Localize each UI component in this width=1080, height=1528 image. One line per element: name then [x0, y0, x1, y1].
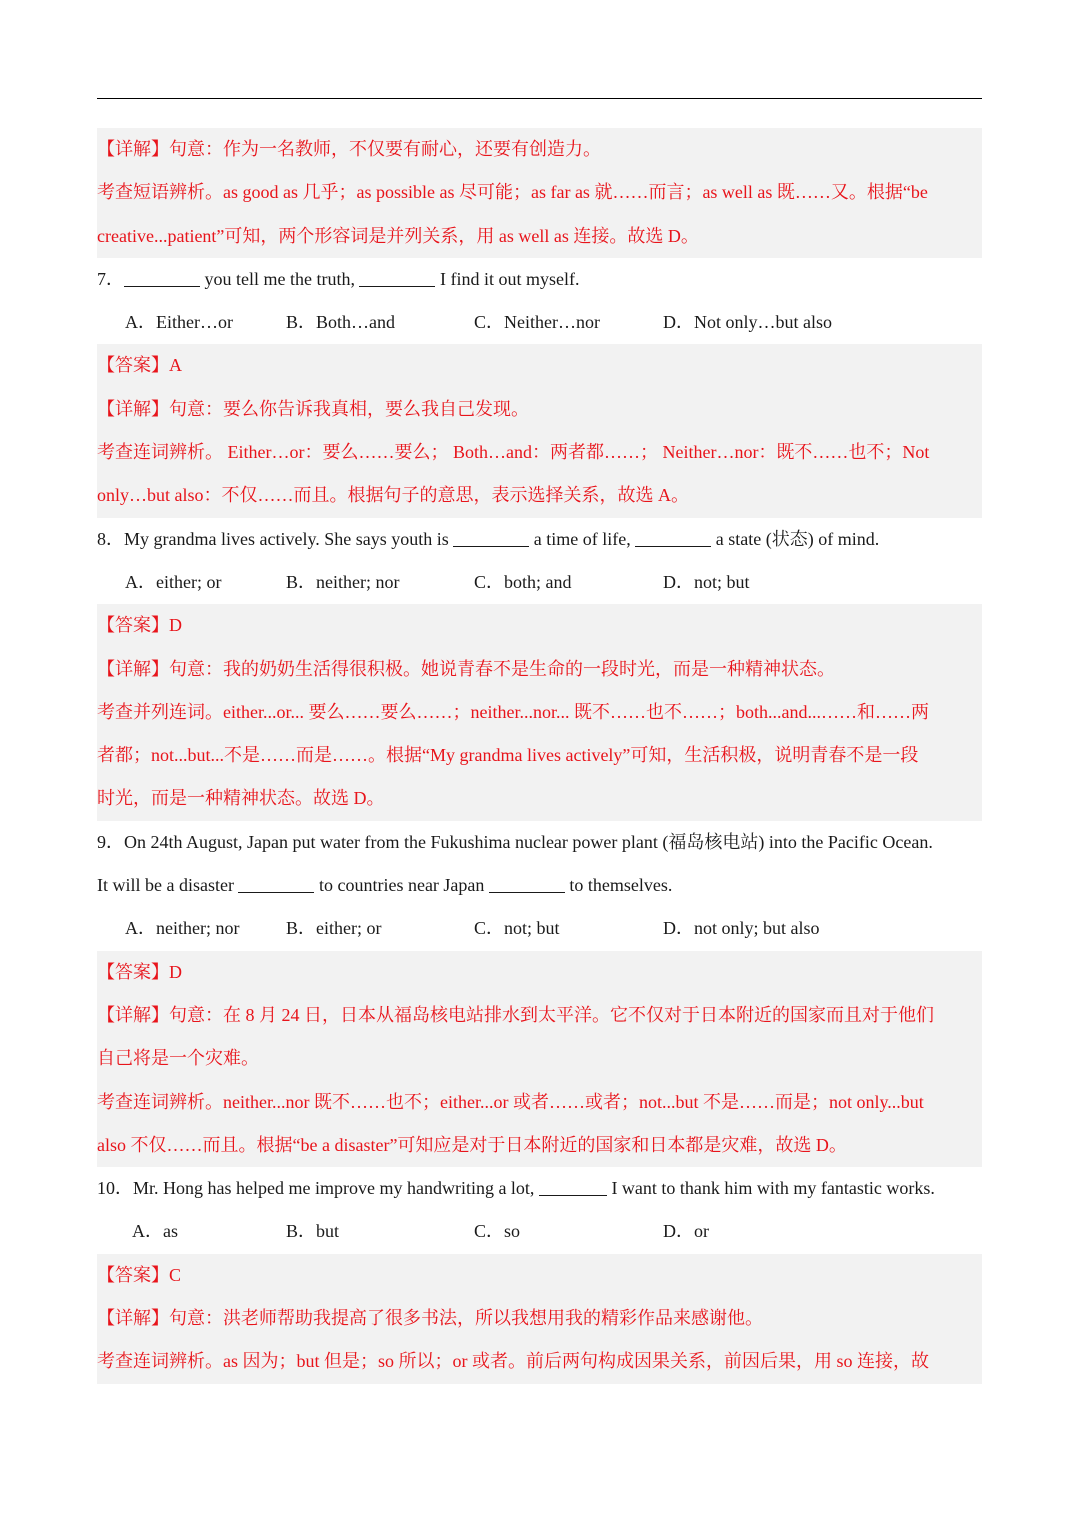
answer-blank	[238, 874, 314, 893]
stem-text: I want to thank him with my fantastic works.	[606, 1178, 935, 1199]
document-body	[97, 128, 982, 1384]
option-b: B．but	[286, 1221, 340, 1242]
question-8	[97, 518, 982, 605]
question-stem	[97, 518, 982, 561]
option-a: A．either; or	[125, 571, 222, 592]
option-c: C．Neither…nor	[474, 312, 600, 333]
explanation-line: 【详解】句意：要么你告诉我真相，要么我自己发现。	[97, 398, 529, 419]
explanation-line: 考查短语辨析。as good as 几乎；as possible as 尽可能；as far as 就……而言；as well as 既……又。根据“be	[97, 182, 928, 203]
answer-blank	[539, 1177, 607, 1196]
explanation-line: creative...patient”可知，两个形容词是并列关系，用 as well as 连接。故选 D。	[97, 225, 699, 246]
header-rule	[97, 98, 982, 99]
answer-blank	[453, 528, 529, 547]
explanation-line: only…but also：不仅……而且。根据句子的意思，表示选择关系，故选 A。	[97, 485, 689, 506]
stem-text: a state (状态) of mind.	[711, 528, 880, 549]
question-stem	[97, 1167, 982, 1210]
answer-analysis-block	[97, 344, 982, 517]
question-number: 10．	[97, 1178, 133, 1199]
explanation-line: 者都；not...but...不是……而是……。根据“My grandma lives actively”可知，生活积极，说明青春不是一段	[97, 745, 919, 766]
explanation-line: 自己将是一个灾难。	[97, 1048, 259, 1069]
question-9	[97, 821, 982, 951]
explanation-line: 考查并列连词。either...or... 要么……要么……；neither...nor... 既不……也不……；both...and...……和……两	[97, 701, 929, 722]
options-row	[97, 1210, 982, 1253]
explanation-line: 【详解】句意：我的奶奶生活得很积极。她说青春不是生命的一段时光，而是一种精神状态。	[97, 658, 835, 679]
question-number: 7．	[97, 268, 124, 289]
stem-text: to themselves.	[564, 875, 673, 896]
option-a: A．as	[132, 1221, 178, 1242]
answer-analysis-block	[97, 951, 982, 1167]
option-d: D．not only; but also	[663, 918, 820, 939]
answer-line: 【答案】D	[97, 615, 182, 636]
question-number: 8．	[97, 528, 124, 549]
options-row	[97, 561, 982, 604]
question-7	[97, 258, 982, 345]
explanation-line: 考查连词辨析。as 因为；but 但是；so 所以；or 或者。前后两句构成因果关系，前因后果，用 so 连接，故	[97, 1351, 929, 1372]
option-b: B．Both…and	[286, 312, 396, 333]
option-d: D．Not only…but also	[663, 312, 832, 333]
option-d: D．or	[663, 1221, 709, 1242]
stem-text: I find it out myself.	[435, 268, 580, 289]
option-a: A．neither; nor	[125, 918, 240, 939]
question-stem-line-2	[97, 864, 982, 907]
stem-text: Mr. Hong has helped me improve my handwriting a lot,	[133, 1178, 539, 1199]
answer-blank	[124, 268, 200, 287]
explanation-line: 时光，而是一种精神状态。故选 D。	[97, 788, 385, 809]
question-stem	[97, 258, 982, 301]
explanation-line: 【详解】句意：作为一名教师，不仅要有耐心，还要有创造力。	[97, 139, 601, 159]
answer-analysis-block	[97, 604, 982, 820]
answer-analysis-block	[97, 1254, 982, 1384]
option-d: D．not; but	[663, 571, 750, 592]
stem-text: It will be a disaster	[97, 875, 239, 896]
option-a: A．Either…or	[125, 312, 233, 333]
explanation-line: 考查连词辨析。 Either…or：要么……要么； Both…and：两者都……； Neither…nor：既不……也不；Not	[97, 442, 930, 463]
stem-text: My grandma lives actively. She says youth is	[124, 528, 454, 549]
options-row	[97, 907, 982, 950]
answer-blank	[359, 268, 435, 287]
stem-text: to countries near Japan	[314, 875, 489, 896]
question-10	[97, 1167, 982, 1254]
option-b: B．neither; nor	[286, 571, 400, 592]
answer-line: 【答案】A	[97, 355, 182, 376]
stem-text: a time of life,	[529, 528, 636, 549]
answer-line: 【答案】C	[97, 1264, 182, 1285]
answer-line: 【答案】D	[97, 961, 182, 982]
answer-blank	[489, 874, 565, 893]
option-b: B．either; or	[286, 918, 382, 939]
answer-blank	[635, 528, 711, 547]
options-row	[97, 301, 982, 344]
answer-analysis-block	[97, 128, 982, 258]
option-c: C．both; and	[474, 571, 572, 592]
stem-text: you tell me the truth,	[200, 268, 360, 289]
explanation-line: 【详解】句意：在 8 月 24 日，日本从福岛核电站排水到太平洋。它不仅对于日本附近的国家而且对于他们	[97, 1004, 934, 1025]
option-c: C．not; but	[474, 918, 560, 939]
explanation-line: also 不仅……而且。根据“be a disaster”可知应是对于日本附近的国家和日本都是灾难，故选 D。	[97, 1134, 847, 1155]
option-c: C．so	[474, 1221, 521, 1242]
question-stem	[97, 821, 982, 864]
explanation-line: 考查连词辨析。neither...nor 既不……也不；either...or 或者……或者；not...but 不是……而是；not only...but	[97, 1091, 924, 1112]
question-number: 9．	[97, 831, 124, 852]
stem-text: On 24th August, Japan put water from the Fukushima nuclear power plant (福岛核电站) into the Pacific Ocean.	[124, 831, 933, 852]
explanation-line: 【详解】句意：洪老师帮助我提高了很多书法，所以我想用我的精彩作品来感谢他。	[97, 1308, 763, 1329]
